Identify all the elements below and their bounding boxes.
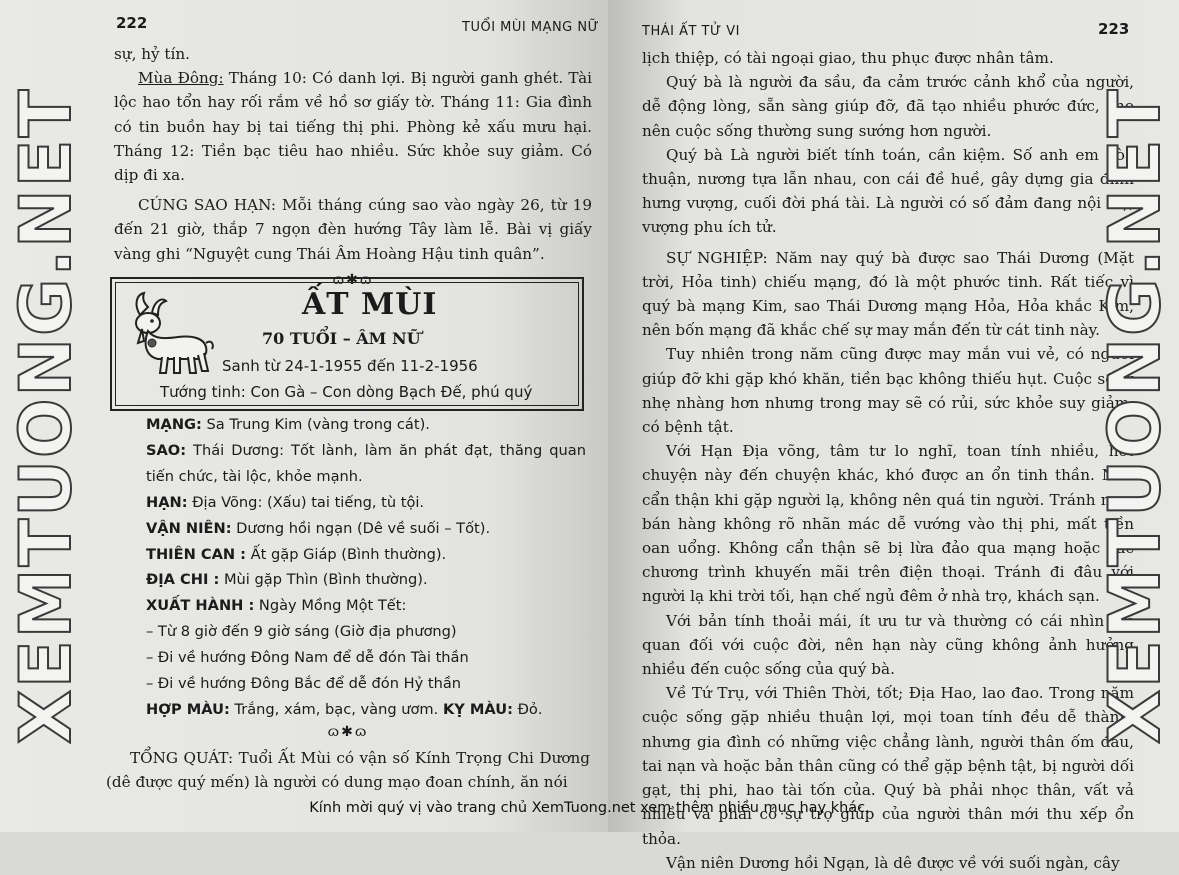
page-number: 222 bbox=[116, 14, 148, 32]
goat-icon bbox=[118, 285, 218, 379]
fact-text: Ất gặp Giáp (Bình thường). bbox=[246, 545, 447, 563]
left-page bbox=[0, 0, 608, 832]
fact-label: ĐỊA CHI : bbox=[146, 571, 220, 589]
fact-text: Ngày Mồng Một Tết: bbox=[254, 597, 407, 615]
paragraph: lịch thiệp, có tài ngoại giao, thu phục được nhân tâm. bbox=[642, 49, 1054, 67]
profile-box bbox=[110, 277, 584, 411]
xuat-hanh-item: – Từ 8 giờ đến 9 giờ sáng (Giờ địa phương) bbox=[146, 623, 457, 641]
fact-van-nien bbox=[146, 516, 586, 542]
paragraph: Tuy nhiên trong năm cũng được may mắn vui vẻ, có người giúp đỡ khi gặp khó khăn, tiền bạc không thiếu hụt. Cuộc sống nhẹ nhàng hơn nhưng trong may sẽ có rủi, sức khỏe suy giảm, có bệnh tật. bbox=[642, 345, 1134, 437]
running-head: THÁI ẤT TỬ VI bbox=[642, 24, 740, 39]
fact-label: VẬN NIÊN: bbox=[146, 519, 232, 537]
tong-quat-paragraph: TỔNG QUÁT: Tuổi Ất Mùi có vận số Kính Trọng Chi Dương (dê được quý mến) là người có dung mạo đoan chính, ăn nói bbox=[106, 749, 590, 792]
fact-label: HẠN: bbox=[146, 493, 188, 511]
fact-text: Mùi gặp Thìn (Bình thường). bbox=[219, 571, 428, 589]
paragraph: Quý bà là người đa sầu, đa cảm trước cảnh khổ của người, dễ động lòng, sẵn sàng giúp đỡ, đã tạo nhiều phước đức, cho nên cuộc sống thường sung sướng hơn người. bbox=[642, 73, 1134, 140]
left-top-text bbox=[114, 42, 592, 294]
paragraph-su-nghiep: SỰ NGHIỆP: Năm nay quý bà được sao Thái Dương (Mặt trời, Hỏa tinh) chiếu mạng, đó là một phước tinh. Rất tiếc vì quý bà mạng Kim, sao Thái Dương mạng Hỏa, Hỏa khắc Kim, nên bốn mạng đã khắc chế sự may mắn đến từ cát tinh này. bbox=[642, 248, 1134, 340]
mua-dong-label: Mùa Đông: bbox=[138, 69, 224, 88]
fact-text: Địa Võng: (Xấu) tai tiếng, tù tội. bbox=[187, 493, 425, 511]
left-bottom-text bbox=[106, 718, 590, 795]
fact-sao bbox=[146, 438, 586, 490]
fact-mang bbox=[146, 412, 586, 438]
fact-label: XUẤT HÀNH : bbox=[146, 597, 255, 615]
ornament: ɷ✱ɷ bbox=[332, 271, 374, 288]
fact-label: SAO: bbox=[146, 441, 187, 459]
fact-xuat-hanh bbox=[146, 593, 586, 619]
cung-sao-han-paragraph: CÚNG SAO HẠN: Mỗi tháng cúng sao vào ngày 26, từ 19 đến 21 giờ, thắp 7 ngọn đèn hướng Tây làm lễ. Bài vị giấy vàng ghi “Nguyệt cung Thái Âm Hoàng Hậu tinh quân”. bbox=[114, 196, 592, 263]
running-head: TUỔI MÙI MẠNG NỮ bbox=[462, 20, 600, 35]
paragraph: Vận niên Dương hồi Ngạn, là dê được về với suối ngàn, cây bbox=[666, 853, 1120, 872]
ky-mau-text: Đỏ. bbox=[512, 700, 543, 718]
ornament: ɷ✱ɷ bbox=[327, 724, 369, 740]
paragraph: Với bản tính thoải mái, ít ưu tư và thường có cái nhìn lạc quan đối với cuộc đời, nên hạn này cũng không ảnh hưởng nhiều đến cuộc sống của quý bà. bbox=[642, 611, 1134, 679]
ky-mau-label: KỴ MÀU: bbox=[442, 700, 513, 718]
mua-dong-text: Tháng 10: Có danh lợi. Bị người ganh ghét. Tài lộc hao tổn hay rối rắm về hồ sơ giấy tờ. Tháng 11: Gia đình có tin buồn hay bị tai tiếng thị phi. Phòng kẻ xấu mưu hại. Tháng 12: Tiền bạc tiêu hao nhiều. Sức khỏe suy giảm. Có dịp đi xa. bbox=[114, 69, 592, 185]
watermark-right: XEMTUONG.NET bbox=[1094, 87, 1176, 745]
fact-text: Dương hồi ngạn (Dê về suối – Tốt). bbox=[231, 519, 491, 537]
fact-thien-can bbox=[146, 542, 586, 568]
fact-han bbox=[146, 490, 586, 516]
xuat-hanh-item: – Đi về hướng Đông Nam để dễ đón Tài thần bbox=[146, 649, 469, 667]
page-number: 223 bbox=[1098, 20, 1130, 38]
paragraph: Quý bà Là người biết tính toán, cần kiệm. Số anh em hòa thuận, nương tựa lẫn nhau, con cái đề huề, gây dựng gia đình hưng vượng, cuối đời phá tài. Là người có số đảm đang nội trợ, vượng phu ích tử. bbox=[642, 145, 1134, 237]
paragraph: Với Hạn Địa võng, tâm tư lo nghĩ, toan tính nhiều, hết chuyện này đến chuyện khác, khó được an ổn tinh thần. Nên cẩn thận khi gặp người lạ, không nên quá tin người. Tránh mua bán hàng không rõ nhãn mác dễ vướng vào thị phi, mất tiền oan uổng. Không cẩn thận sẽ bị lừa đảo qua mạng hoặc các chương trình khuyến mãi trên điện thoại. Tránh đi đâu với người lạ khi trời tối, hạn chế ngủ đêm ở nhà trọ, khách sạn. bbox=[642, 442, 1134, 606]
fact-label: MẠNG: bbox=[146, 416, 202, 433]
profile-subtitle: 70 TUỔI – ÂM NỮ bbox=[262, 329, 421, 348]
facts-list bbox=[146, 412, 586, 723]
fact-dia-chi bbox=[146, 567, 586, 593]
paragraph: Về Tứ Trụ, với Thiên Thời, tốt; Địa Hao, lao đao. Trong năm cuộc sống gặp nhiều thuận lợi, mọi toan tính đều dễ thành, nhưng gia đình có những việc chẳng lành, người thân ốm đau, tai nạn và hoặc bản thân cũng có thể gặp bệnh tật, bị người dối gạt, thị phi, hao tài tốn của. Quý bà phải nhọc thân, vất vả nhiều và phải có sự trợ giúp của người thân mới thu xếp ổn thỏa. bbox=[642, 684, 1134, 848]
xuat-hanh-item: – Đi về hướng Đông Bắc để dễ đón Hỷ thần bbox=[146, 675, 462, 693]
mua-dong-paragraph bbox=[114, 66, 592, 187]
fact-label: THIÊN CAN : bbox=[146, 545, 246, 563]
profile-tuong-tinh: Tướng tinh: Con Gà – Con dòng Bạch Đế, phú quý bbox=[160, 383, 533, 401]
right-text bbox=[642, 46, 1134, 875]
fact-text: Thái Dương: Tốt lành, làm ăn phát đạt, thăng quan tiến chức, tài lộc, khỏe mạnh. bbox=[146, 441, 586, 485]
footer-link-text[interactable]: Kính mời quý vị vào trang chủ XemTuong.net xem thêm nhiều mục hay khác. bbox=[309, 800, 870, 816]
fact-text: Sa Trung Kim (vàng trong cát). bbox=[201, 416, 430, 433]
profile-title: ẤT MÙI bbox=[302, 287, 438, 322]
hop-mau-text: Trắng, xám, bạc, vàng ươm. bbox=[229, 700, 443, 718]
profile-dates: Sanh từ 24-1-1955 đến 11-2-1956 bbox=[222, 357, 478, 375]
intro-line: sự, hỷ tín. bbox=[114, 45, 190, 63]
hop-mau-label: HỢP MÀU: bbox=[146, 700, 230, 718]
watermark-left: XEMTUONG.NET bbox=[5, 87, 87, 745]
